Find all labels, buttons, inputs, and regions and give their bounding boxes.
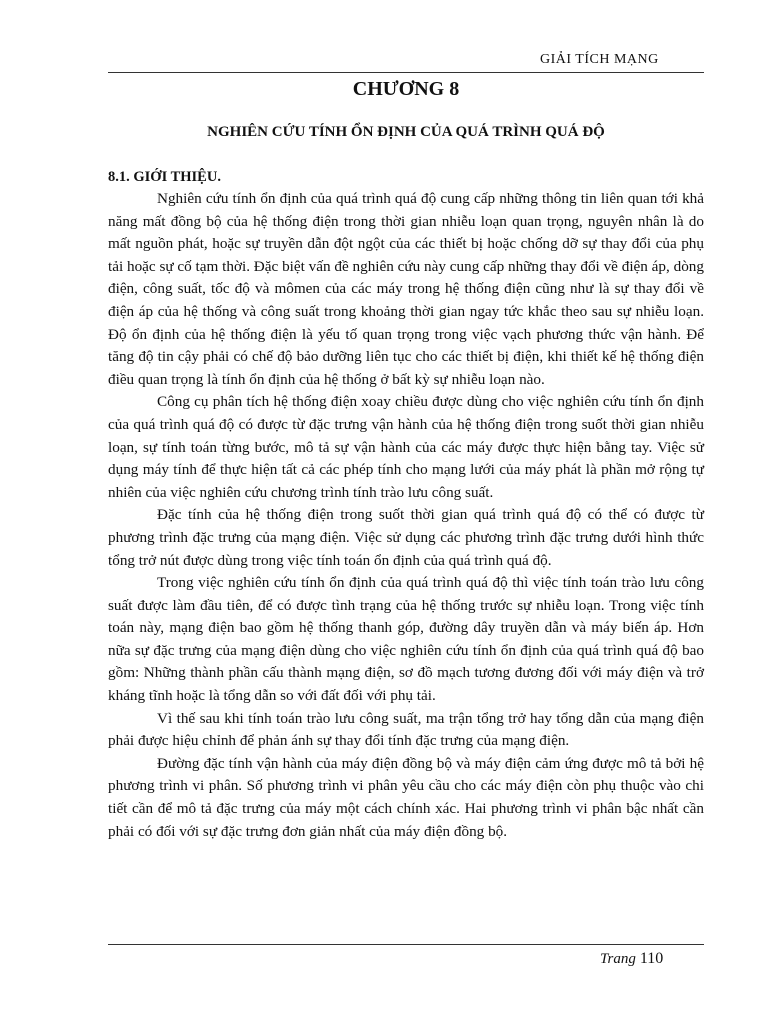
chapter-title: NGHIÊN CỨU TÍNH ỔN ĐỊNH CỦA QUÁ TRÌNH QUÁ ĐỘ: [207, 124, 605, 140]
paragraph: Nghiên cứu tính ổn định của quá trình quá độ cung cấp những thông tin liên quan tới khả năng mất đồng bộ của hệ thống điện trong thời gian nhiễu loạn quan trọng, nguyên nhân là do mất nguồn phát, hoặc sự truyền dẫn đột ngột của các thiết bị hoặc chống dỡ sự thay đổi của phụ tải hoặc sự cố tạm thời. Đặc biệt vấn đề nghiên cứu này cung cấp những thay đổi về điện áp, dòng điện, công suất, tốc độ và mômen của các máy trong hệ thống điện cũng như là sự thay đổi về điện áp của hệ thống và công suất trong khoảng thời gian ngay tức khắc theo sau sự nhiễu loạn. Độ ổn định của hệ thống điện là yếu tố quan trọng trong việc vạch phương thức vận hành. Để tăng độ tin cậy phải có chế độ bảo dưỡng liên tục cho các thiết bị điện, khi thiết kế hệ thống điện điều quan trọng là tính ổn định của hệ thống ở bất kỳ sự nhiễu loạn nào.: [108, 190, 704, 388]
section-heading: 8.1. GIỚI THIỆU.: [108, 169, 221, 185]
paragraph: Trong việc nghiên cứu tính ổn định của quá trình quá độ thì việc tính toán trào lưu công suất được làm đầu tiên, để có được tình trạng của hệ thống trước sự nhiễu loạn. Trong việc tính toán này, mạng điện bao gồm hệ thống thanh góp, đường dây truyền dẫn và máy biến áp. Hơn nữa sự đặc trưng của mạng điện dùng cho việc nghiên cứu tính ổn định của quá trình quá độ bao gồm: Những thành phần cấu thành mạng điện, sơ đồ mạch tương đương đối với máy điện và trở kháng tĩnh hoặc là tổng dẫn so với đất đối với phụ tải.: [108, 574, 704, 705]
paragraph: Đường đặc tính vận hành của máy điện đồng bộ và máy điện cảm ứng được mô tả bởi hệ phương trình vi phân. Số phương trình vi phân yêu cầu cho các máy điện còn phụ thuộc vào chi tiết cần để mô tả đặc trưng của máy một cách chính xác. Hai phương trình vi phân bậc nhất cần phải có đối với sự đặc trưng đơn giản nhất của máy điện đồng bộ.: [108, 754, 704, 840]
paragraph: Vì thế sau khi tính toán trào lưu công suất, ma trận tổng trở hay tổng dẫn của mạng điện phải được hiệu chỉnh để phản ánh sự thay đổi tính đặc trưng của mạng điện.: [108, 709, 704, 750]
chapter-number: CHƯƠNG 8: [352, 78, 460, 100]
page-footer: [600, 950, 663, 968]
page-label: Trang: [600, 951, 636, 967]
page-number: 110: [639, 950, 664, 967]
header-divider: [108, 72, 704, 73]
footer-divider: [108, 944, 704, 945]
paragraph: Đặc tính của hệ thống điện trong suốt thời gian quá trình quá độ có thể có được từ phương trình đặc trưng của mạng điện. Việc sử dụng các phương trình đặc trưng dưới hình thức tổng trở nút được dùng trong việc tính toán ổn định của quá trình quá độ.: [108, 506, 704, 569]
paragraph: Công cụ phân tích hệ thống điện xoay chiều được dùng cho việc nghiên cứu tính ổn định của quá trình quá độ có được từ đặc trưng vận hành của hệ thống điện trong suốt thời gian nhiễu loạn, sự tính toán từng bước, mô tả sự vận hành của các máy được thực hiện bằng tay. Việc sử dụng máy tính để thực hiện tất cả các phép tính cho mạng lưới của máy phát là phần mở rộng tự nhiên của việc nghiên cứu chương trình tính trào lưu công suất.: [108, 393, 704, 501]
body-text: [108, 188, 704, 843]
running-header: GIẢI TÍCH MẠNG: [540, 52, 659, 67]
